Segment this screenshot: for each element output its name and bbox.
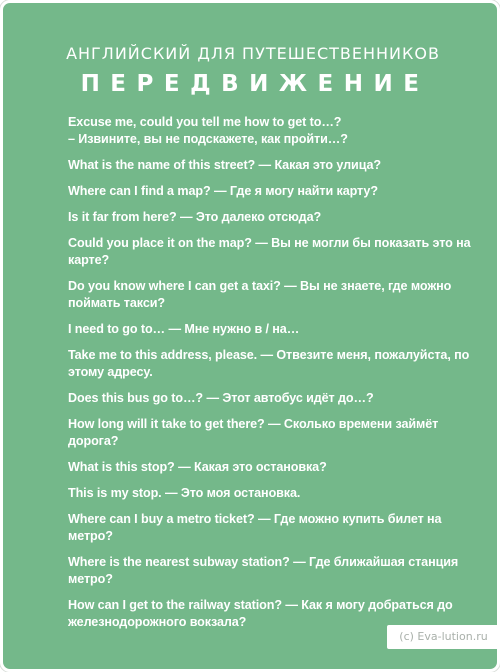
phrase-russian: — Это далеко отсюда? [179,210,322,224]
phrase-english: Do you know where I can get a taxi? [68,279,281,293]
phrase-english: Where can I buy a metro ticket? [68,512,255,526]
phrase-russian: — Отвезите меня, пожалуйста, по этому адресу. [68,348,470,379]
phrase-item [68,554,488,588]
phrase-russian: — Этот автобус идёт до…? [206,391,374,405]
phrase-english: How long will it take to get there? [68,417,265,431]
phrase-russian: – Извините, вы не подскажете, как пройти…? [68,132,348,146]
phrase-russian: — Где я могу найти карту? [213,184,378,198]
phrase-english: Could you place it on the map? [68,236,252,250]
phrase-english: Is it far from here? [68,210,177,224]
phrase-russian: — Это моя остановка. [164,486,301,500]
phrase-english: Excuse me, could you tell me how to get to…? [68,115,342,129]
phrase-item [68,459,488,476]
phrase-english: Where is the nearest subway station? [68,555,290,569]
phrase-item [68,114,488,148]
phrase-english: Take me to this address, please. [68,348,258,362]
phrase-russian: — Как я могу добраться до железнодорожного вокзала? [68,598,453,629]
card-header [3,44,500,98]
phrase-item [68,347,488,381]
phrase-russian: — Вы не знаете, где можно поймать такси? [68,279,452,310]
phrase-russian: — Вы не могли бы показать это на карте? [68,236,471,267]
phrase-russian: — Мне нужно в / на… [168,322,300,336]
card-title: ПЕРЕДВИЖЕНИЕ [80,71,430,97]
phrase-item [68,157,488,174]
phrase-item [68,511,488,545]
phrase-item [68,416,488,450]
phrase-item [68,278,488,312]
phrase-item [68,485,488,502]
card-subtitle: АНГЛИЙСКИЙ ДЛЯ ПУТЕШЕСТВЕННИКОВ [66,44,440,63]
phrase-english: I need to go to… [68,322,166,336]
phrase-item [68,321,488,338]
phrase-english: What is this stop? [68,460,175,474]
phrase-russian: — Сколько времени займёт дорога? [68,417,439,448]
phrase-english: This is my stop. [68,486,162,500]
phrase-item [68,183,488,200]
copyright-watermark: (c) Eva-lution.ru [387,625,500,649]
phrase-russian: — Какая это улица? [258,158,381,172]
phrase-list [68,114,488,640]
phrase-item [68,235,488,269]
phrase-item [68,209,488,226]
phrase-item [68,390,488,407]
phrase-english: What is the name of this street? [68,158,256,172]
phrase-russian: — Где можно купить билет на метро? [68,512,442,543]
phrase-english: Does this bus go to…? [68,391,204,405]
phrase-russian: — Где ближайшая станция метро? [68,555,459,586]
phrase-english: Where can I find a map? [68,184,211,198]
phrase-russian: — Какая это остановка? [178,460,327,474]
phrase-english: How can I get to the railway station? [68,598,282,612]
